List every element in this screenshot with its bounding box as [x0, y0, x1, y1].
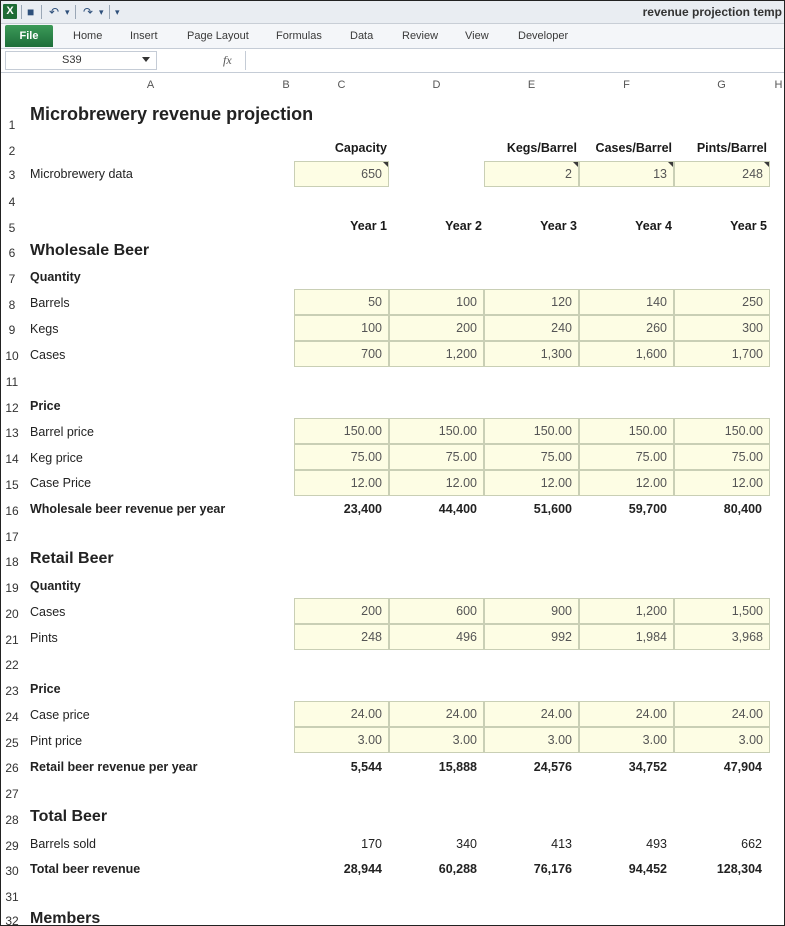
- cases-input[interactable]: 1,300: [484, 341, 579, 367]
- total-revenue-value[interactable]: 94,452: [628, 862, 667, 876]
- retail-price-label[interactable]: Price: [30, 682, 61, 696]
- kegs-input[interactable]: 300: [674, 315, 770, 341]
- header-pints-barrel[interactable]: Pints/Barrel: [696, 141, 767, 155]
- kegs-label[interactable]: Kegs: [30, 322, 59, 336]
- row-header[interactable]: 6: [8, 246, 16, 260]
- barrel-price-input[interactable]: 150.00: [484, 418, 579, 444]
- retail-revenue-value[interactable]: 47,904: [723, 760, 762, 774]
- retail-cases-label[interactable]: Cases: [30, 605, 66, 619]
- row-header[interactable]: 10: [5, 349, 19, 363]
- pints-label[interactable]: Pints: [30, 631, 58, 645]
- header-kegs-barrel[interactable]: Kegs/Barrel: [506, 141, 577, 155]
- pints-input[interactable]: 496: [389, 624, 484, 650]
- row-header[interactable]: 25: [5, 736, 19, 750]
- document-title: revenue projection temp: [642, 5, 782, 19]
- keg-price-input[interactable]: 75.00: [674, 444, 770, 470]
- row-header[interactable]: 16: [5, 504, 19, 518]
- row-header[interactable]: 11: [5, 375, 19, 389]
- name-box[interactable]: S39: [5, 51, 157, 70]
- redo-dropdown-icon[interactable]: ▾: [99, 7, 104, 17]
- row-header[interactable]: 24: [5, 710, 19, 724]
- wholesale-heading[interactable]: Wholesale Beer: [30, 242, 150, 259]
- barrel-price-input[interactable]: 150.00: [674, 418, 770, 444]
- row-header[interactable]: 31: [5, 890, 19, 904]
- members-heading[interactable]: Members: [30, 910, 101, 926]
- wholesale-revenue-value[interactable]: 51,600: [533, 502, 572, 516]
- barrels-sold-value[interactable]: 340: [456, 837, 477, 851]
- year-header[interactable]: Year 4: [635, 219, 672, 233]
- retail-case-price-input[interactable]: 24.00: [389, 701, 484, 727]
- pint-price-label[interactable]: Pint price: [30, 734, 83, 748]
- retail-heading[interactable]: Retail Beer: [30, 550, 114, 567]
- retail-revenue-label[interactable]: Retail beer revenue per year: [30, 760, 198, 774]
- sheet-title[interactable]: Microbrewery revenue projection: [30, 104, 314, 124]
- row-header[interactable]: 7: [8, 272, 16, 286]
- pint-price-input[interactable]: 3.00: [674, 727, 770, 753]
- kegs-input[interactable]: 100: [294, 315, 389, 341]
- barrels-sold-value[interactable]: 170: [361, 837, 382, 851]
- barrels-input[interactable]: 50: [294, 289, 389, 315]
- cases-label[interactable]: Cases: [30, 348, 66, 362]
- case-price-label[interactable]: Case Price: [30, 476, 92, 490]
- retail-cases-input[interactable]: 1,500: [674, 598, 770, 624]
- row-header[interactable]: 2: [8, 144, 16, 158]
- row-header[interactable]: 14: [5, 452, 19, 466]
- separator: [75, 5, 76, 19]
- retail-case-price-input[interactable]: 24.00: [484, 701, 579, 727]
- barrels-label[interactable]: Barrels: [30, 296, 70, 310]
- total-revenue-value[interactable]: 128,304: [716, 862, 762, 876]
- total-revenue-value[interactable]: 76,176: [533, 862, 572, 876]
- column-header-b[interactable]: B: [282, 79, 290, 91]
- column-header-e[interactable]: E: [527, 79, 536, 91]
- retail-case-price-input[interactable]: 24.00: [579, 701, 674, 727]
- kegs-barrel-input[interactable]: 2: [484, 161, 579, 187]
- row-header[interactable]: 21: [5, 633, 19, 647]
- row-header[interactable]: 1: [8, 118, 16, 132]
- excel-icon[interactable]: X: [3, 4, 17, 19]
- year-header[interactable]: Year 1: [350, 219, 387, 233]
- barrel-price-input[interactable]: 150.00: [579, 418, 674, 444]
- insert-function-icon[interactable]: fx: [223, 53, 232, 67]
- keg-price-label[interactable]: Keg price: [30, 451, 83, 465]
- retail-revenue-value[interactable]: 15,888: [438, 760, 477, 774]
- ribbon-tabs: [1, 24, 785, 49]
- row-header[interactable]: 17: [5, 530, 19, 544]
- wholesale-revenue-value[interactable]: 23,400: [343, 502, 382, 516]
- barrel-price-input[interactable]: 150.00: [294, 418, 389, 444]
- kegs-input[interactable]: 200: [389, 315, 484, 341]
- retail-cases-input[interactable]: 1,200: [579, 598, 674, 624]
- keg-price-input[interactable]: 75.00: [484, 444, 579, 470]
- case-price-input[interactable]: 12.00: [294, 470, 389, 496]
- retail-cases-input[interactable]: 600: [389, 598, 484, 624]
- row-header[interactable]: 27: [5, 787, 19, 801]
- row-header[interactable]: 20: [5, 607, 19, 621]
- year-header[interactable]: Year 2: [445, 219, 482, 233]
- barrels-sold-value[interactable]: 662: [741, 837, 762, 851]
- tab-file[interactable]: File: [5, 25, 53, 47]
- barrels-input[interactable]: 140: [579, 289, 674, 315]
- total-revenue-label[interactable]: Total beer revenue: [30, 862, 141, 876]
- row-header[interactable]: 8: [8, 298, 16, 312]
- tab-home[interactable]: Home: [73, 30, 103, 42]
- case-price-input[interactable]: 12.00: [674, 470, 770, 496]
- row-header[interactable]: 9: [8, 323, 16, 337]
- row-header[interactable]: 5: [8, 221, 16, 235]
- case-price-input[interactable]: 12.00: [389, 470, 484, 496]
- barrel-price-label[interactable]: Barrel price: [30, 425, 94, 439]
- title-bar: [1, 1, 785, 24]
- retail-revenue-value[interactable]: 5,544: [350, 760, 382, 774]
- retail-revenue-value[interactable]: 34,752: [628, 760, 667, 774]
- row-header[interactable]: 23: [5, 684, 19, 698]
- column-header-a[interactable]: A: [146, 79, 155, 91]
- pint-price-input[interactable]: 3.00: [579, 727, 674, 753]
- row-header[interactable]: 29: [5, 839, 19, 853]
- keg-price-input[interactable]: 75.00: [294, 444, 389, 470]
- cases-input[interactable]: 1,700: [674, 341, 770, 367]
- pints-input[interactable]: 248: [294, 624, 389, 650]
- pint-price-input[interactable]: 3.00: [389, 727, 484, 753]
- retail-revenue-value[interactable]: 24,576: [533, 760, 572, 774]
- row-header[interactable]: 3: [8, 168, 16, 182]
- total-revenue-value[interactable]: 28,944: [343, 862, 382, 876]
- pint-price-input[interactable]: 3.00: [484, 727, 579, 753]
- retail-quantity-label[interactable]: Quantity: [30, 579, 81, 593]
- capacity-input[interactable]: 650: [294, 161, 389, 187]
- undo-dropdown-icon[interactable]: ▾: [65, 7, 70, 17]
- barrels-sold-value[interactable]: 413: [551, 837, 572, 851]
- cases-input[interactable]: 1,200: [389, 341, 484, 367]
- keg-price-input[interactable]: 75.00: [579, 444, 674, 470]
- row-header[interactable]: 30: [5, 864, 19, 878]
- formula-bar: [1, 49, 785, 73]
- tab-view[interactable]: View: [465, 30, 489, 42]
- separator: [109, 5, 110, 19]
- year-header[interactable]: Year 5: [730, 219, 767, 233]
- column-headers: [1, 73, 785, 97]
- tab-insert[interactable]: Insert: [130, 30, 158, 42]
- kegs-input[interactable]: 240: [484, 315, 579, 341]
- cases-barrel-input[interactable]: 13: [579, 161, 674, 187]
- barrels-input[interactable]: 250: [674, 289, 770, 315]
- retail-cases-input[interactable]: 900: [484, 598, 579, 624]
- column-header-g[interactable]: G: [717, 79, 726, 91]
- redo-icon[interactable]: ↷: [83, 5, 94, 19]
- undo-icon[interactable]: ↶: [49, 5, 60, 19]
- barrels-input[interactable]: 120: [484, 289, 579, 315]
- case-price-input[interactable]: 12.00: [579, 470, 674, 496]
- row-header[interactable]: 4: [8, 195, 16, 209]
- retail-case-price-input[interactable]: 24.00: [674, 701, 770, 727]
- row-header[interactable]: 32: [5, 914, 19, 926]
- pints-input[interactable]: 1,984: [579, 624, 674, 650]
- tab-developer[interactable]: Developer: [518, 30, 569, 42]
- separator: [41, 5, 42, 19]
- column-header-f[interactable]: F: [623, 79, 630, 91]
- header-cases-barrel[interactable]: Cases/Barrel: [595, 141, 672, 155]
- barrels-sold-value[interactable]: 493: [646, 837, 667, 851]
- total-heading[interactable]: Total Beer: [30, 808, 108, 825]
- total-revenue-value[interactable]: 60,288: [438, 862, 477, 876]
- header-capacity[interactable]: Capacity: [334, 141, 387, 155]
- row-header[interactable]: 26: [5, 761, 19, 775]
- retail-case-price-input[interactable]: 24.00: [294, 701, 389, 727]
- separator: [21, 5, 22, 19]
- cases-input[interactable]: 1,600: [579, 341, 674, 367]
- wholesale-revenue-value[interactable]: 44,400: [438, 502, 477, 516]
- tab-data[interactable]: Data: [350, 30, 374, 42]
- chevron-down-icon[interactable]: [142, 57, 150, 62]
- cases-input[interactable]: 700: [294, 341, 389, 367]
- pints-input[interactable]: 3,968: [674, 624, 770, 650]
- microbrewery-data-label[interactable]: Microbrewery data: [30, 167, 133, 181]
- year-header[interactable]: Year 3: [540, 219, 577, 233]
- wholesale-revenue-value[interactable]: 59,700: [628, 502, 667, 516]
- column-header-h[interactable]: H: [774, 79, 783, 91]
- formula-input[interactable]: [245, 51, 785, 70]
- row-header[interactable]: 19: [5, 581, 19, 595]
- tab-review[interactable]: Review: [402, 30, 439, 42]
- wholesale-quantity-label[interactable]: Quantity: [30, 270, 81, 284]
- column-header-c[interactable]: C: [337, 79, 346, 91]
- keg-price-input[interactable]: 75.00: [389, 444, 484, 470]
- tab-formulas[interactable]: Formulas: [276, 30, 322, 42]
- pints-barrel-input[interactable]: 248: [674, 161, 770, 187]
- column-header-d[interactable]: D: [432, 79, 441, 91]
- row-header[interactable]: 28: [5, 813, 19, 827]
- save-icon[interactable]: ■: [27, 5, 35, 19]
- row-header[interactable]: 12: [5, 401, 19, 415]
- barrels-sold-label[interactable]: Barrels sold: [30, 837, 96, 851]
- row-header[interactable]: 13: [5, 426, 19, 440]
- barrel-price-input[interactable]: 150.00: [389, 418, 484, 444]
- tab-page-layout[interactable]: Page Layout: [187, 30, 249, 42]
- row-header[interactable]: 18: [5, 555, 19, 569]
- pint-price-input[interactable]: 3.00: [294, 727, 389, 753]
- wholesale-price-label[interactable]: Price: [30, 399, 61, 413]
- wholesale-revenue-label[interactable]: Wholesale beer revenue per year: [30, 502, 226, 516]
- case-price-input[interactable]: 12.00: [484, 470, 579, 496]
- customize-toolbar-icon[interactable]: ▾: [115, 7, 120, 17]
- kegs-input[interactable]: 260: [579, 315, 674, 341]
- wholesale-revenue-value[interactable]: 80,400: [723, 502, 762, 516]
- retail-case-price-label[interactable]: Case price: [30, 708, 90, 722]
- pints-input[interactable]: 992: [484, 624, 579, 650]
- barrels-input[interactable]: 100: [389, 289, 484, 315]
- row-header[interactable]: 22: [5, 658, 19, 672]
- row-header[interactable]: 15: [5, 478, 19, 492]
- retail-cases-input[interactable]: 200: [294, 598, 389, 624]
